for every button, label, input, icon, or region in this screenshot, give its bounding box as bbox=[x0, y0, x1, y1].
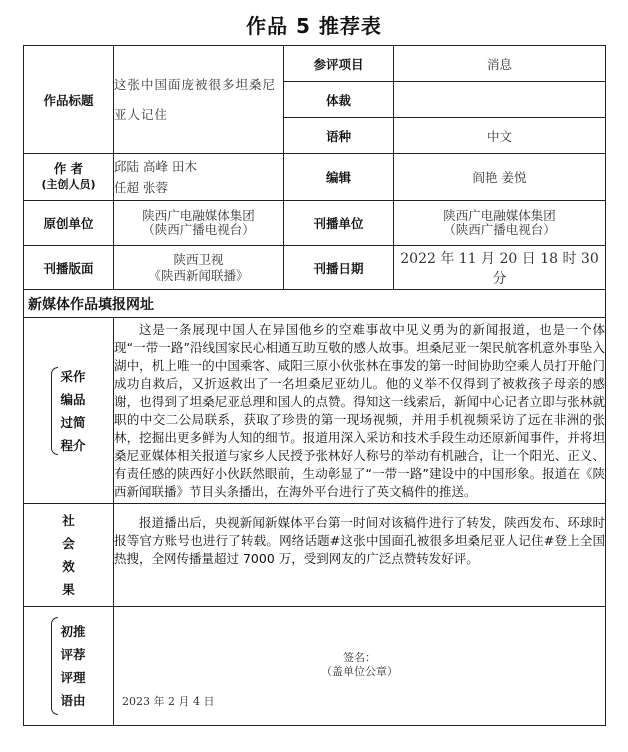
review-content-cell bbox=[114, 607, 606, 726]
process-label-cell bbox=[24, 318, 114, 504]
publish-date-value: 2022 年 11 月 20 日 18 时 30 分 bbox=[394, 246, 606, 290]
effect-label-row-3: 效 bbox=[62, 559, 75, 574]
authors-line-1: 邱陆 高峰 田木 bbox=[114, 159, 197, 174]
original-unit-label: 原创单位 bbox=[24, 201, 114, 246]
process-label-row-4: 程介 bbox=[60, 437, 86, 453]
new-media-url-label: 新媒体作品填报网址 bbox=[24, 290, 606, 318]
process-label-row-3: 过简 bbox=[60, 414, 86, 430]
signature-label: 签名： bbox=[343, 651, 376, 664]
work-title-label: 作品标题 bbox=[24, 46, 114, 154]
review-bracket bbox=[51, 617, 58, 715]
publish-unit-value bbox=[394, 201, 606, 246]
publish-date-label: 刊播日期 bbox=[284, 246, 394, 290]
award-item-label: 参评项目 bbox=[284, 46, 394, 82]
editor-label: 编辑 bbox=[284, 154, 394, 201]
effect-label-row-4: 果 bbox=[62, 582, 75, 597]
publish-section-label: 刊播版面 bbox=[24, 246, 114, 290]
genre-label: 体裁 bbox=[284, 82, 394, 118]
effect-text: 报道播出后，央视新闻新媒体平台第一时间对该稿件进行了转发，陕西发布、环球时报等官方账号也进行了转载。网络话题#这张中国面孔被很多坦桑尼亚人记住#登上全国热搜，全网传播量超过 7000 万，受到网友的广泛点赞转发好评。 bbox=[114, 504, 606, 607]
publish-unit-line-2: （陕西广播电视台） bbox=[443, 222, 556, 237]
stamp-label: （盖单位公章） bbox=[321, 665, 398, 678]
review-label-cell bbox=[24, 607, 114, 726]
signature-block bbox=[114, 651, 605, 679]
process-text: 这是一条展现中国人在异国他乡的空难事故中见义勇为的新闻报道，也是一个体现“一带一路”沿线国家民心相通互助互敬的感人故事。坦桑尼亚一架民航客机意外事坠入湖中，机上唯一的中国乘客、咸阳三原小伙张林在事发的第一时间协助空乘人员打开舱门成功自救后，又折返救出了一名坦桑尼亚幼儿。他的义举不仅得到了被救孩子母亲的感谢，也得到了坦桑尼亚总理和国人的点赞。得知这一线索后，新闻中心记者立即与张林就职的中交二公局联系，获取了珍贵的第一现场视频，并用手机视频采访了远在非洲的张林，挖掘出更多鲜为人知的细节。报道用深入采访和技术手段生动还原新闻事件，并将坦桑尼亚媒体相关报道与家乡人民授予张林好人称号的举动有机融合，让一个阳光、正义、有责任感的陕西好小伙跃然眼前，生动彰显了“一带一路”建设中的中国形象。报道在《陕西新闻联播》节目头条播出，在海外平台进行了英文稿件的推送。 bbox=[114, 318, 606, 504]
recommendation-form bbox=[23, 45, 606, 726]
genre-value bbox=[394, 82, 606, 118]
review-label-row-4: 语由 bbox=[60, 693, 86, 708]
review-label-row-1: 初推 bbox=[60, 624, 86, 639]
editors-value: 阎艳 姜悦 bbox=[394, 154, 606, 201]
effect-label-cell bbox=[24, 504, 114, 607]
authors-line-2: 任超 张蓉 bbox=[114, 180, 168, 195]
review-date: 2023 年 2 月 4 日 bbox=[122, 695, 215, 708]
publish-section-line-1: 陕西卫视 bbox=[173, 251, 224, 267]
original-unit-value bbox=[114, 201, 284, 246]
publish-section-line-2: 《陕西新闻联播》 bbox=[148, 267, 249, 283]
review-label-row-2: 评荐 bbox=[60, 647, 86, 662]
process-label-row-1: 采作 bbox=[60, 368, 86, 384]
original-unit-line-1: 陕西广电融媒体集团 bbox=[142, 208, 255, 223]
language-label: 语种 bbox=[284, 118, 394, 154]
language-value: 中文 bbox=[394, 118, 606, 154]
process-bracket bbox=[51, 367, 58, 455]
author-label: 作 者 bbox=[53, 161, 84, 176]
publish-unit-label: 刊播单位 bbox=[284, 201, 394, 246]
effect-label-row-2: 会 bbox=[62, 536, 75, 551]
author-label-cell bbox=[24, 154, 114, 201]
original-unit-line-2: （陕西广播电视台） bbox=[142, 222, 255, 237]
authors-cell bbox=[114, 154, 284, 201]
publish-section-value bbox=[114, 246, 284, 290]
effect-label-row-1: 社 bbox=[62, 513, 75, 528]
author-sub-label: (主创人员) bbox=[41, 178, 96, 191]
publish-unit-line-1: 陕西广电融媒体集团 bbox=[443, 208, 556, 223]
process-label-row-2: 编品 bbox=[60, 391, 86, 407]
page-title: 作品 5 推荐表 bbox=[246, 14, 382, 38]
award-item-value: 消息 bbox=[394, 46, 606, 82]
work-title-value: 这张中国面庞被很多坦桑尼亚人记住 bbox=[114, 46, 284, 154]
review-label-row-3: 评理 bbox=[60, 670, 86, 685]
